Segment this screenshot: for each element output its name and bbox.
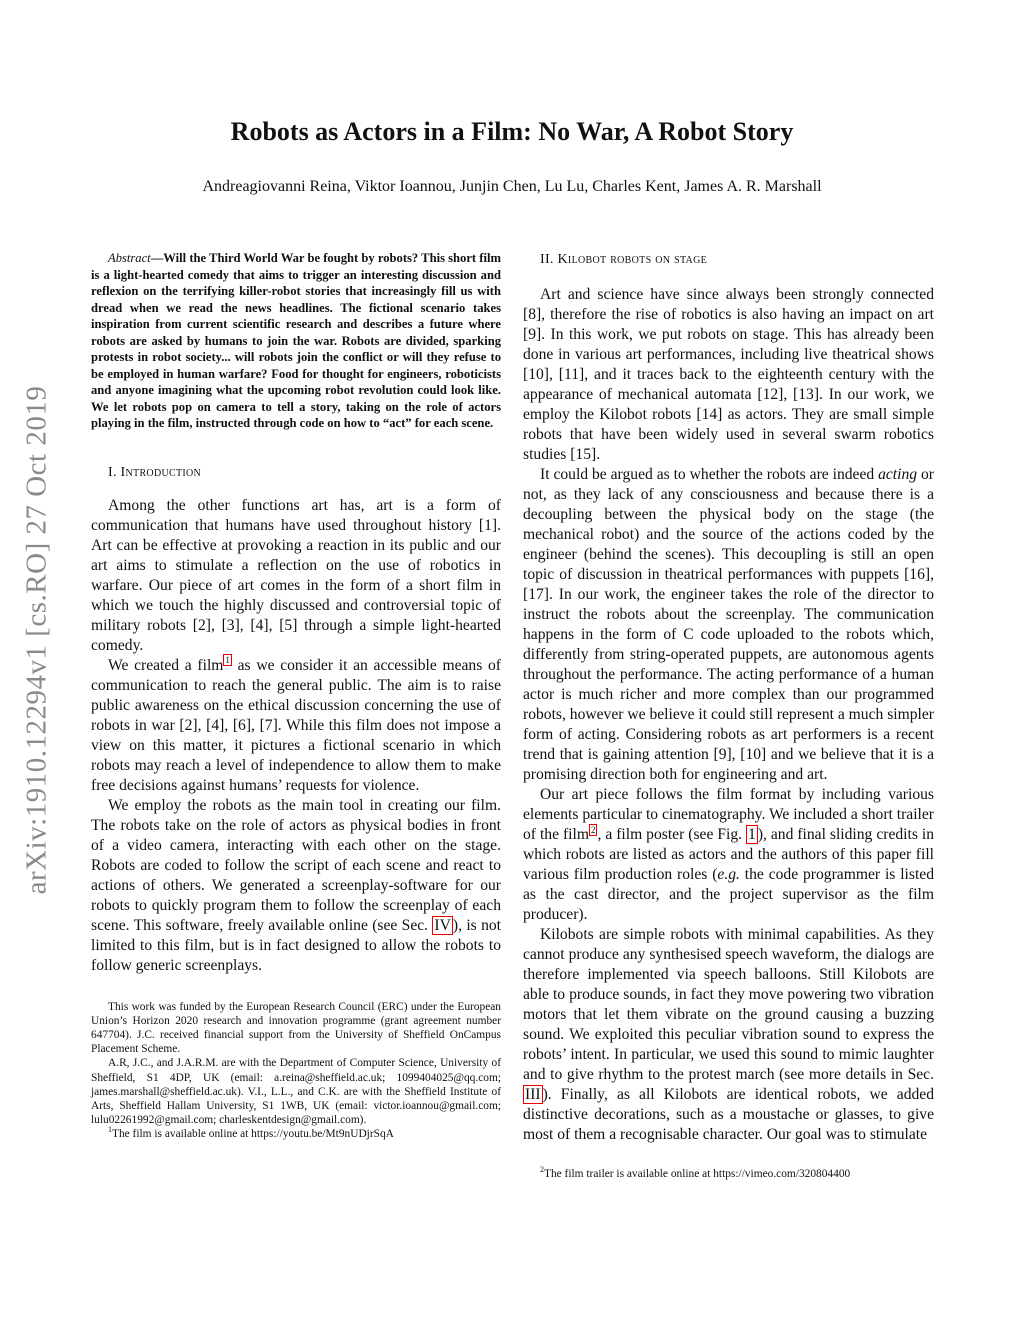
- abstract-dash: —: [150, 251, 164, 265]
- figure-ref-1[interactable]: 1: [748, 826, 756, 843]
- funding-text: This work was funded by the European Research Council (ERC) under the European Union’s Horizon 2020 research and innovation programme (grant agreement number 647704). J.C. received financial support from the University of Sheffield OnCampus Placement Scheme.: [91, 1000, 501, 1056]
- arxiv-sidebar: [12, 330, 62, 950]
- section-1-heading: I. Introduction: [108, 464, 202, 480]
- intro-paragraph-2: We created a film $^1$ as we consider it an accessible means of communication to reach the general public. The aim is to raise public awareness on the ethical discussion concerning the use of robots in war [2], [4], [6], [7]. While this film does not impose a view on this matter, it pictures a fictional scenario in which robots may reach a level of independence to allow them to make free decisions against humans’ requests for violence.: [91, 655, 501, 794]
- abstract: [91, 250, 501, 432]
- footnote-2-text: The film trailer is available online at https://vimeo.com/320804400: [544, 1168, 851, 1180]
- section-ref-iii[interactable]: III: [525, 1086, 541, 1103]
- funding-footnote: [91, 1000, 501, 1142]
- section-2-heading: II. Kilobot robots on stage: [540, 252, 708, 267]
- kilobot-paragraph-3: Our art piece follows the film format by including various elements particular to cinematography. We included a short trailer of the film $^2$ , a film poster (see Fig. 1 ), and final sliding credits in which robots are listed as actors and the authors of this paper fill various film production roles (e.g. the code programmer is listed as the cast director, and the project supervisor as the film producer).: [523, 786, 934, 923]
- footnote-1-text: The film is available online at https://youtu.be/Mt9nUDjrSqA: [112, 1128, 394, 1141]
- abstract-text: Will the Third World War be fought by robots? This short film is a light-hearted comedy that aims to trigger an interesting discussion and reflexion on the terrifying killer-robot stories that increasingly fill us with dread when we read the news headlines. The fictional scenario takes inspiration from current scientific research and describes a future where robots are asked by humans to join the war. Robots are divided, sparking protests in robot society... will robots join the conflict or will they refuse to be employed in human warfare? Food for thought for engineers, roboticists and anyone imagining what the upcoming robot revolution could look like. We let robots pop on camera to tell a story, taking on the role of actors playing in the film, instructed through code on how to “act” for each scene.: [91, 251, 501, 430]
- affiliation-text: A.R, J.C., and J.A.R.M. are with the Department of Computer Science, University of Sheffield, S1 4DP, UK (email: a.reina@sheffield.ac.uk; 1099404025@qq.com; james.marshall@sheffield.ac.uk). V.I., L.L., and C.K. are with the Sheffield Institute of Arts, Sheffield Hallam University, S1 1WB, UK (email: victor.ioannou@gmail.com; lulu02261992@gmail.com; charleskentdesign@gmail.com).: [91, 1057, 501, 1127]
- intro-paragraph-3: We employ the robots as the main tool in creating our film. The robots take on the role of actors as physical bodies in front of a video camera, interacting with each other on the stage. Robots are coded to follow the script of each scene and react to actions of others. We generated a screenplay-software for our robots to quickly program them to follow the screenplay of each scene. This software, freely available online (see Sec. IV ), is not limited to this film, but is in fact designed to allow the robots to follow generic screenplays.: [91, 796, 501, 974]
- right-column: [523, 250, 934, 1181]
- kilobot-paragraph-1: Art and science have since always been strongly connected [8], therefore the rise of robotics is also having an impact on art [9]. In this work, we put robots on stage. This has already been done in various art performances, including live theatrical shows [10], [11], and it traces back to the eighteenth century with the appearance of mechanical automata [12], [13]. In our work, we employ the Kilobot robots [14] as actors. They are small simple robots that have been widely used in several swarm robotics studies [15].: [523, 286, 934, 463]
- footnote-1: [91, 1127, 501, 1141]
- paper-authors: Andreagiovanni Reina, Viktor Ioannou, Junjin Chen, Lu Lu, Charles Kent, James A. R. Marshall: [202, 178, 822, 195]
- kilobot-paragraph-4: Kilobots are simple robots with minimal capabilities. As they cannot produce any synthesised speech waveform, the dialogs are therefore implemented via speech balloons. Still Kilobots are able to produce sounds, in fact they move powering two vibration motors that let them vibrate on the ground causing a buzzing sound. We exploited this peculiar vibration sound to express the robots’ intent. In particular, we used this sound to mimic laughter and to give rhythm to the protest march (see more details in Sec. III ). Finally, as all Kilobots are identical robots, we added distinctive decorations, such as a moustache or glasses, to give most of them a recognisable character. Our goal was to stimulate: [523, 926, 934, 1143]
- footnote-2: [523, 1167, 934, 1181]
- footnote-ref-1[interactable]: 1: [225, 655, 230, 666]
- left-column: [91, 250, 501, 1141]
- footnote-2-mark: 2: [540, 1165, 544, 1175]
- footnote-ref-2[interactable]: 2: [590, 824, 596, 835]
- section-ref-iv[interactable]: IV: [434, 916, 451, 934]
- intro-paragraph-1: Among the other functions art has, art is a form of communication that humans have used throughout history [1]. Art can be effective at provoking a reaction in its public and our art aims to stimulate a reflection on the use of robotics in warfare. Our piece of art comes in the form of a short film in which we touch the highly discussed and controversial topic of military robots [2], [3], [4], [5] through a simple light-hearted comedy.: [91, 496, 501, 654]
- abstract-label: Abstract: [108, 251, 151, 265]
- kilobot-paragraph-2: It could be argued as to whether the robots are indeed acting or not, as they lack of any consciousness and because there is a decoupling between the physical body on the stage (the mechanical robot) and the source of the actions coded by the engineer (behind the scenes). This decoupling is still an open topic of discussion in theatrical performances with puppets [16], [17]. In our work, the engineer takes the role of the director to instruct the robots about the screenplay. The communication happens in the form of C code uploaded to the robots which, differently from string-operated puppets, are autonomous agents throughout the performance. The acting performance of a human actor is much richer and more complex than our programmed robots, however we believe it could still represent a much simpler form of acting. Considering robots as art performers is a recent trend that is gaining attention [9], [10] and we believe that it is a promising direction both for engineering and art.: [523, 466, 934, 783]
- arxiv-id: arXiv:1910.12294v1 [cs.RO] 27 Oct 2019: [20, 385, 53, 895]
- footnote-1-mark: 1: [108, 1125, 112, 1135]
- paper-title: Robots as Actors in a Film: No War, A Robot Story: [230, 117, 794, 146]
